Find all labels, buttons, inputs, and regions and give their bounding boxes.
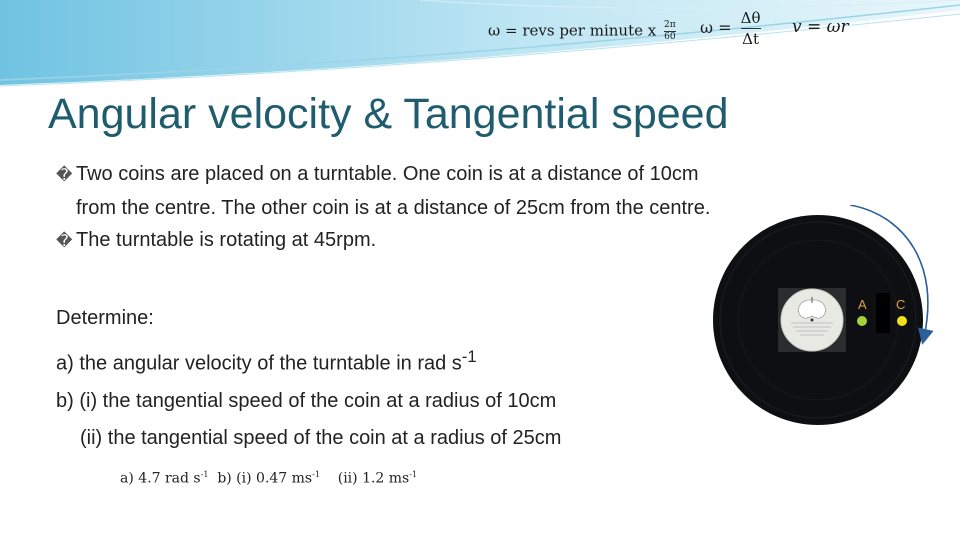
- answer-b-ii-sup: -1: [409, 470, 418, 479]
- bullet-continuation: from the centre. The other coin is at a distance of 25cm from the centre.: [76, 197, 711, 219]
- answers: [120, 470, 417, 487]
- formula-1-denominator: 60: [664, 32, 676, 42]
- formula-2-fraction: [741, 8, 761, 49]
- problem-statement: [56, 158, 710, 258]
- question-b-i: b) (i) the tangential speed of the coin at a radius of 10cm: [56, 389, 557, 412]
- header-banner: [0, 0, 960, 95]
- question-b-ii: (ii) the tangential speed of the coin at a radius of 25cm: [80, 427, 562, 450]
- slide-title: Angular velocity & Tangential speed: [48, 90, 729, 138]
- coin-c-label: C: [896, 297, 906, 312]
- question-a: [56, 338, 561, 383]
- formula-2-denominator: Δt: [742, 30, 760, 48]
- radius-marker-bar: [876, 293, 890, 333]
- bullet-item: [56, 224, 710, 258]
- answer-b-i: b) (i) 0.47 ms: [217, 470, 313, 487]
- coin-a-label: A: [858, 297, 867, 312]
- bullet-text: The turntable is rotating at 45rpm.: [76, 229, 377, 251]
- formula-2-main: ω =: [700, 18, 732, 37]
- bullet-marker: �: [56, 233, 73, 250]
- tangential-speed-formula: v = ωr: [792, 17, 849, 37]
- answer-b-ii: (ii) 1.2 ms: [337, 470, 410, 487]
- bullet-marker: �: [56, 167, 73, 184]
- answer-a-sup: -1: [200, 470, 209, 479]
- bullet-text: Two coins are placed on a turntable. One coin is at a distance of 10cm: [76, 163, 699, 185]
- questions: [56, 300, 561, 458]
- coin-a: [857, 316, 867, 326]
- question-a-sup: -1: [461, 346, 477, 366]
- answer-a: a) 4.7 rad s: [120, 470, 201, 487]
- formula-1-fraction: [664, 20, 676, 43]
- formula-1-numerator: 2π: [664, 20, 676, 30]
- questions-heading: Determine:: [56, 307, 154, 329]
- bullet-item: [56, 158, 710, 192]
- coin-c: [897, 316, 907, 326]
- question-a-text: a) the angular velocity of the turntable in rad s: [56, 352, 462, 375]
- angular-velocity-formula: [700, 8, 761, 49]
- answer-b-i-sup: -1: [312, 470, 320, 479]
- formula-1-main: ω = revs per minute x: [488, 21, 657, 40]
- formula-2-numerator: Δθ: [740, 9, 761, 27]
- angular-velocity-rpm-formula: [488, 20, 676, 43]
- turntable-diagram: [700, 205, 960, 435]
